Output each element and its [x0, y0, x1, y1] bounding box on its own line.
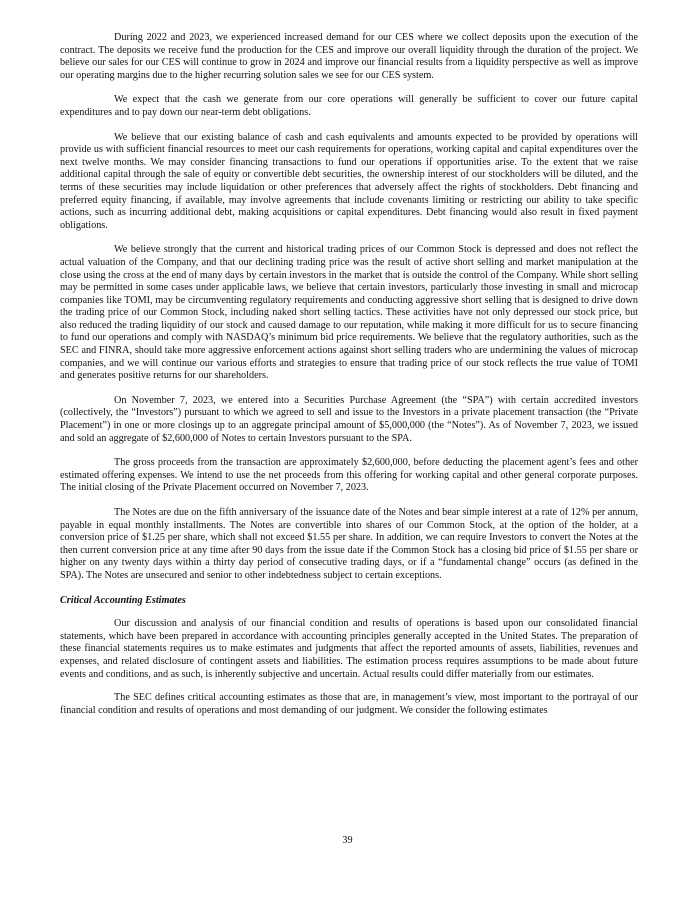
- paragraph-discussion-analysis: Our discussion and analysis of our financial condition and results of operations is based upon our consolidated financial statements, which have been prepared in accordance with accounting principles generally accepted in the United States. The preparation of these financial statements requires us to make estimates and judgments that affect the reported amounts of assets, liabilities, revenues and expenses, and related disclosure of contingent assets and liabilities. The estimation process requires assumptions to be made about future events and conditions, and as such, is inherently subjective and uncertain. Actual results could differ materially from our estimates.: [60, 618, 638, 680]
- body-text: [60, 32, 638, 728]
- paragraph-short-selling: We believe strongly that the current and historical trading prices of our Common Stock is depressed and does not reflect the actual valuation of the Company, and that our declining trading price was the result of active short selling and market manipulation at the close using the cross at the end of many days by certain investors in the market that is outside the control of the Company. While short selling may be permitted in some cases under applicable laws, we believe that certain investors, particularly those investing in small and microcap companies like TOMI, may be circumventing regulatory requirements and conducting aggressive short selling that is designed to drive down the trading price of our Common Stock, including naked short selling tactics. These activities have not only depressed our stock price, but also reduced the trading liquidity of our stock and caused damage to our reputation, while making it more difficult for us to secure financing to fund our operations and comply with NASDAQ’s minimum bid price requirements. We believe that the regulatory authorities, such as the SEC and FINRA, should take more aggressive enforcement actions against short selling traders who are undermining the values of microcap companies, and we will continue our various efforts and strategies to ensure that trading price of our stock reflects the true value of TOMI and generates positive returns for our shareholders.: [60, 244, 638, 382]
- paragraph-sec-definition: The SEC defines critical accounting estimates as those that are, in management’s view, most important to the portrayal of our financial condition and results of operations and most demanding of our judgment. We consider the following estimates: [60, 692, 638, 716]
- paragraph-securities-purchase-agreement: On November 7, 2023, we entered into a Securities Purchase Agreement (the “SPA”) with certain accredited investors (collectively, the “Investors”) pursuant to which we agreed to sell and issue to the Investors in a private placement transaction (the “Private Placement”) in one or more closings up to an aggregate principal amount of $5,000,000 (the “Notes”). As of November 7, 2023, we issued and sold an aggregate of $2,600,000 of Notes to certain Investors pursuant to the SPA.: [60, 394, 638, 444]
- section-heading-critical-accounting-estimates: Critical Accounting Estimates: [60, 594, 186, 606]
- paragraph-financial-resources: We believe that our existing balance of cash and cash equivalents and amounts expected to be provided by operations will provide us with sufficient financial resources to meet our cash requirements for operations, working capital and capital expenditures over the next twelve months. We may consider financing transactions to fund our operations if opportunities arise. To the extent that we raise additional capital through the sale of equity or convertible debt securities, the ownership interest of our stockholders will be diluted, and the terms of these securities may include liquidation or other preferences that adversely affect the rights of stockholders. Debt financing and preferred equity financing, if available, may involve agreements that include covenants limiting or restricting our ability to take specific actions, such as incurring additional debt, making acquisitions or capital expenditures. Debt financing would also result in fixed payment obligations.: [60, 131, 638, 231]
- paragraph-ces-demand: During 2022 and 2023, we experienced increased demand for our CES where we collect deposits upon the execution of the contract. The deposits we receive fund the production for the CES and improve our overall liquidity through the duration of the project. We believe our sales for our CES will continue to grow in 2024 and improve our financial results from a liquidity perspective as well as improve our operating margins due to the higher recurring solution sales we see for our CES system.: [60, 32, 638, 81]
- page-number: 39: [342, 835, 353, 846]
- paragraph-gross-proceeds: The gross proceeds from the transaction are approximately $2,600,000, before deducting the placement agent’s fees and other estimated offering expenses. We intend to use the net proceeds from this offering for working capital and other general corporate purposes. The initial closing of the Private Placement occurred on November 7, 2023.: [60, 457, 638, 494]
- paragraph-cash-expectations: We expect that the cash we generate from our core operations will generally be sufficient to cover our future capital expenditures and to pay down our near-term debt obligations.: [60, 94, 638, 118]
- paragraph-notes-terms: The Notes are due on the fifth anniversary of the issuance date of the Notes and bear simple interest at a rate of 12% per annum, payable in equal monthly installments. The Notes are convertible into shares of our Common Stock, at the option of the holder, at a conversion price of $1.25 per share, which shall not exceed $1.55 per share. In addition, we can require Investors to convert the Notes at the then current conversion price at any time after 90 days from the issue date if the Common Stock has a closing bid price of $1.55 per share or higher on any twenty days within a thirty day period of consecutive trading days, or if a “fundamental change” occurs (as defined in the SPA). The Notes are unsecured and senior to other indebtedness subject to certain exceptions.: [60, 507, 638, 581]
